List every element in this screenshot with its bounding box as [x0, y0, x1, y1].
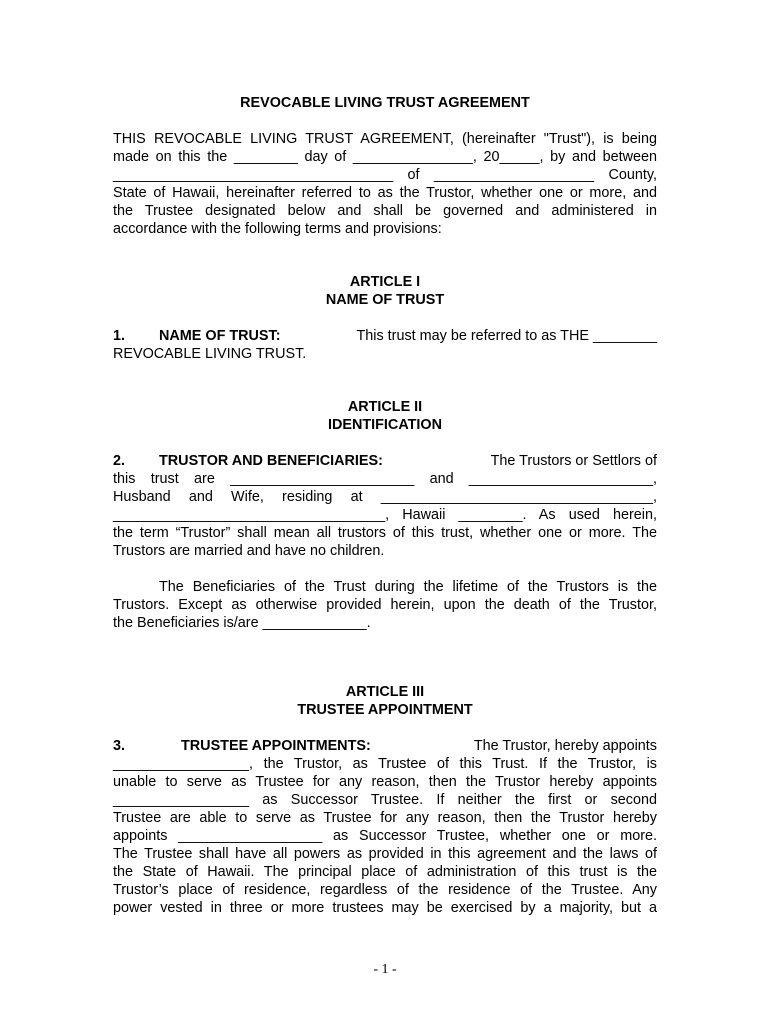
section-3-label: TRUSTEE APPOINTMENTS:: [181, 738, 371, 754]
section-3-text-line: Trustor’s place of residence, regardless of the residence of the Trustee. Any: [113, 882, 657, 898]
section-1-label: NAME OF TRUST:: [159, 328, 281, 344]
section-2-number: 2.: [113, 453, 126, 469]
section-1-number: 1.: [113, 328, 126, 344]
section-3-text-line: power vested in three or more trustees may be exercised by a majority, but a: [113, 900, 657, 916]
section-2-text-line: this trust are _______________________ and _______________________,: [113, 471, 657, 487]
intro-line: State of Hawaii, hereinafter referred to as the Trustor, whether one or more, and: [113, 185, 657, 201]
section-3-text-line: unable to serve as Trustee for any reason, then the Trustor hereby appoints: [113, 774, 657, 790]
section-3-text-line: appoints __________________ as Successor Trustee, whether one or more.: [113, 828, 657, 844]
beneficiaries-line: the Beneficiaries is/are _____________.: [113, 615, 371, 631]
section-2-text-line: __________________________________, Hawaii ________. As used herein,: [113, 507, 657, 523]
section-1-text: This trust may be referred to as THE ________: [356, 328, 657, 344]
intro-line: ___________________________________ of ____________________ County,: [113, 167, 657, 183]
intro-line: made on this the ________ day of _______________, 20_____, by and between: [113, 149, 657, 165]
section-2-text-line: Trustors are married and have no children.: [113, 543, 385, 559]
section-3-text-line: the State of Hawaii. The principal place of administration of this trust is the: [113, 864, 657, 880]
article-1-heading: ARTICLE I: [349, 274, 421, 290]
document-title: REVOCABLE LIVING TRUST AGREEMENT: [240, 95, 530, 111]
beneficiaries-line: The Beneficiaries of the Trust during the lifetime of the Trustors is the: [159, 579, 657, 595]
article-2-heading: ARTICLE II: [347, 399, 423, 415]
intro-line: accordance with the following terms and provisions:: [113, 221, 442, 237]
article-3-subheading: TRUSTEE APPOINTMENT: [297, 702, 473, 718]
article-2-subheading: IDENTIFICATION: [327, 417, 443, 433]
section-2-text: The Trustors or Settlors of: [490, 453, 657, 469]
section-3-text-line: _________________, the Trustor, as Trustee of this Trust. If the Trustor, is: [113, 756, 657, 772]
article-1-subheading: NAME OF TRUST: [325, 292, 445, 308]
article-3-heading: ARTICLE III: [345, 684, 425, 700]
intro-line: THIS REVOCABLE LIVING TRUST AGREEMENT, (hereinafter "Trust"), is being: [113, 131, 657, 147]
document-page: [113, 0, 657, 1024]
section-1-text-line: REVOCABLE LIVING TRUST.: [113, 346, 307, 362]
section-3-text: The Trustor, hereby appoints: [473, 738, 657, 754]
section-3-text-line: The Trustee shall have all powers as provided in this agreement and the laws of: [113, 846, 657, 862]
beneficiaries-line: Trustors. Except as otherwise provided herein, upon the death of the Trustor,: [113, 597, 657, 613]
section-2-text-line: the term “Trustor” shall mean all trustors of this trust, whether one or more. The: [113, 525, 657, 541]
section-3-number: 3.: [113, 738, 126, 754]
section-3-text-line: _________________ as Successor Trustee. If neither the first or second: [113, 792, 657, 808]
page-number: - 1 -: [373, 962, 397, 977]
section-2-text-line: Husband and Wife, residing at __________________________________,: [113, 489, 657, 505]
section-3-text-line: Trustee are able to serve as Trustee for any reason, then the Trustor hereby: [113, 810, 657, 826]
section-2-label: TRUSTOR AND BENEFICIARIES:: [159, 453, 383, 469]
intro-line: the Trustee designated below and shall be governed and administered in: [113, 203, 657, 219]
